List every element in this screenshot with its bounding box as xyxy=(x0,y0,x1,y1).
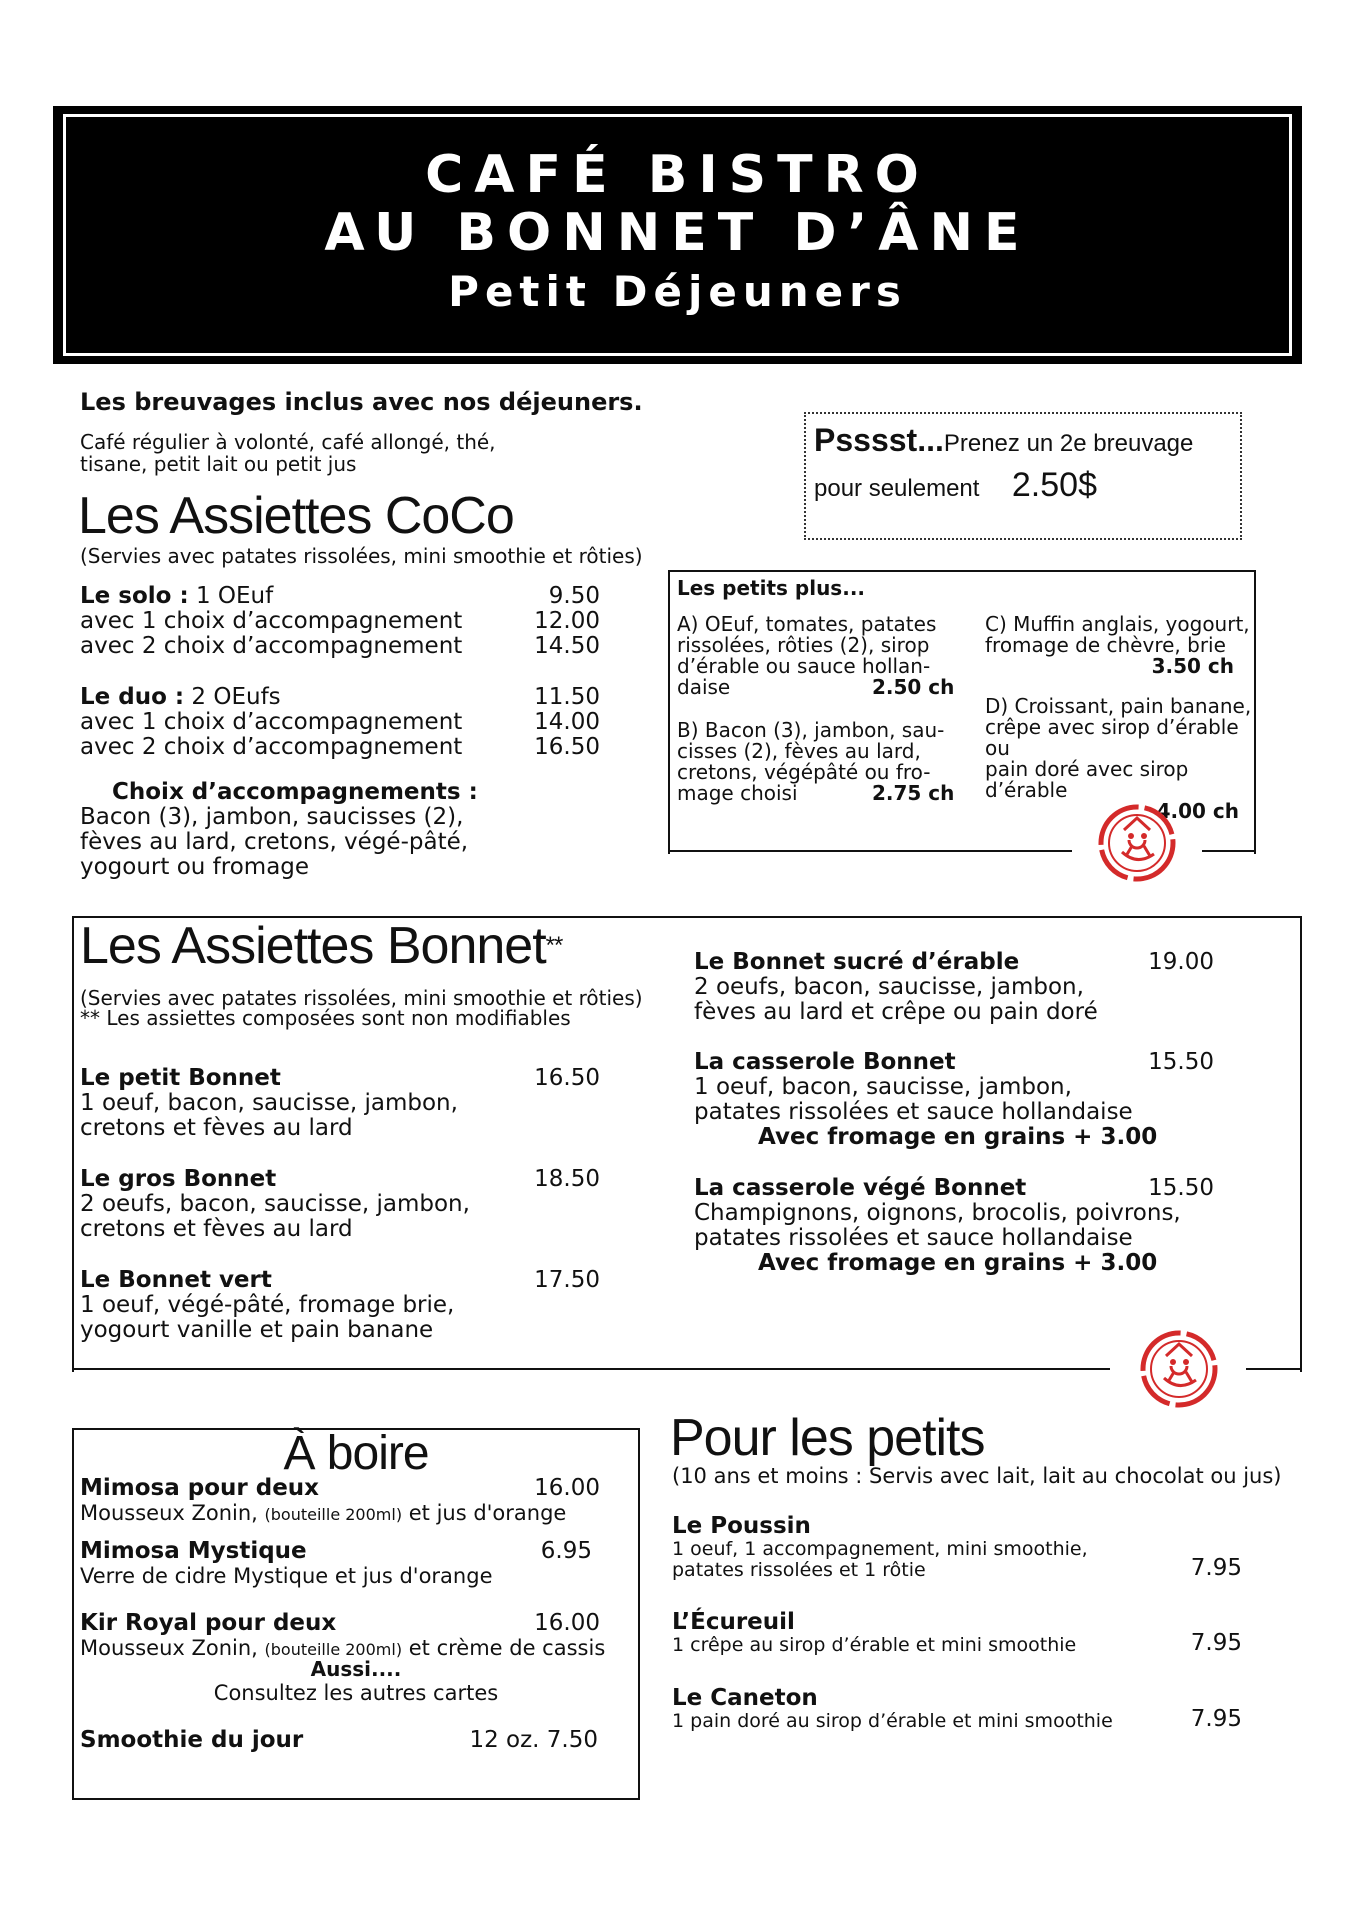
extras-d-line2: crêpe avec sirop d’érable ou xyxy=(985,715,1239,760)
drink-item-name: Kir Royal pour deux xyxy=(80,1610,337,1636)
solo-desc: 1 OEuf xyxy=(188,583,274,609)
drink-smoothie xyxy=(80,1728,598,1753)
header-subtitle: Petit Déjeuners xyxy=(448,267,907,316)
bonnet-item xyxy=(694,1176,1214,1276)
extras-b-line4: mage choisi xyxy=(677,781,798,805)
kids-item-price: 7.95 xyxy=(1190,1706,1242,1732)
bonnet-item-name: Le petit Bonnet xyxy=(80,1065,281,1091)
duo-price2: 16.50 xyxy=(534,734,600,760)
kids-item-line1: 1 crêpe au sirop d’érable et mini smoothie xyxy=(672,1634,1077,1656)
kids-item-name: Le Poussin xyxy=(672,1513,811,1539)
bonnet-item-price: 18.50 xyxy=(534,1166,600,1192)
extras-d-price: 4.00 ch xyxy=(1156,799,1239,823)
bonnet-item-price: 15.50 xyxy=(1148,1049,1214,1075)
smoothie-price: 12 oz. 7.50 xyxy=(469,1727,598,1753)
extras-d-line3: pain doré avec sirop d’érable xyxy=(985,757,1189,802)
kids-item xyxy=(672,1610,1242,1656)
extras-b-line2: cisses (2), fèves au lard, xyxy=(677,739,921,763)
drink-item xyxy=(80,1610,606,1662)
extras-a xyxy=(677,614,957,698)
menu-header xyxy=(53,106,1302,364)
kids-item-line2: patates rissolées et 1 rôtie xyxy=(672,1559,926,1581)
bonnet-item xyxy=(80,1167,600,1242)
kids-item-line1: 1 pain doré au sirop d’érable et mini smoothie xyxy=(672,1710,1113,1732)
drinks-aussi: Aussi.... xyxy=(310,1657,402,1681)
drink-item-name: Mimosa pour deux xyxy=(80,1475,320,1501)
bonnet-title xyxy=(80,918,562,974)
bonnet-note: ** Les assiettes composées sont non modifiables xyxy=(80,1006,571,1030)
drink-item-price: 16.00 xyxy=(534,1475,600,1501)
bonnet-item xyxy=(80,1268,600,1343)
bonnet-item-name: Le Bonnet vert xyxy=(80,1267,272,1293)
bonnet-item-line1: 1 oeuf, bacon, saucisse, jambon, xyxy=(694,1074,1072,1100)
drink-item-price: 16.00 xyxy=(534,1610,600,1636)
bonnet-bottom-right-rule xyxy=(1246,1368,1300,1370)
duo-opt2: avec 2 choix d’accompagnement xyxy=(80,734,463,760)
drink-item-price: 6.95 xyxy=(540,1538,592,1564)
drink-item-desc-a: Mousseux Zonin, xyxy=(80,1636,265,1660)
header-frame xyxy=(63,114,1292,356)
solo-price2: 14.50 xyxy=(534,633,600,659)
bonnet-item-line2: patates rissolées et sauce hollandaise xyxy=(694,1099,1133,1125)
smoothie-name: Smoothie du jour xyxy=(80,1727,304,1753)
donkey-stamp-icon xyxy=(1136,1326,1222,1412)
donkey-stamp-icon xyxy=(1094,800,1180,886)
extras-a-price: 2.50 ch xyxy=(872,675,955,699)
extras-a-line2: rissolées, rôties (2), sirop xyxy=(677,633,930,657)
bonnet-item xyxy=(694,950,1214,1025)
bonnet-bottom-left-rule xyxy=(72,1368,1110,1370)
bonnet-item-line2: cretons et fèves au lard xyxy=(80,1216,353,1242)
extras-c xyxy=(985,614,1250,677)
choices-line2: fèves au lard, cretons, végé-pâté, xyxy=(80,829,469,855)
extras-d-line1: D) Croissant, pain banane, xyxy=(985,694,1252,718)
bonnet-item-name: La casserole végé Bonnet xyxy=(694,1175,1027,1201)
extras-c-line2: fromage de chèvre, brie xyxy=(985,633,1226,657)
solo-price: 9.50 xyxy=(548,583,600,609)
bonnet-item-line2: yogourt vanille et pain banane xyxy=(80,1317,434,1343)
drink-item-desc-a: Mousseux Zonin, xyxy=(80,1501,265,1525)
bonnet-item xyxy=(80,1066,600,1141)
kids-item-line1: 1 oeuf, 1 accompagnement, mini smoothie, xyxy=(672,1538,1088,1560)
duo-price: 11.50 xyxy=(534,684,600,710)
header-title-line1: CAFÉ BISTRO xyxy=(425,145,930,205)
solo-opt1: avec 1 choix d’accompagnement xyxy=(80,608,463,634)
kids-item-price: 7.95 xyxy=(1190,1555,1242,1581)
bonnet-item-line1: 1 oeuf, bacon, saucisse, jambon, xyxy=(80,1090,458,1116)
extras-b-line1: B) Bacon (3), jambon, sau- xyxy=(677,718,945,742)
beverages-line2: tisane, petit lait ou petit jus xyxy=(80,452,357,476)
duo-name: Le duo : xyxy=(80,684,185,710)
drinks-consult: Consultez les autres cartes xyxy=(213,1681,499,1705)
duo-desc: 2 OEufs xyxy=(184,684,281,710)
promo-line2: pour seulement xyxy=(814,475,980,502)
extras-bottom-right-rule xyxy=(1202,850,1254,852)
kids-item xyxy=(672,1514,1242,1581)
solo-name: Le solo : xyxy=(80,583,189,609)
kids-subtitle: (10 ans et moins : Servis avec lait, lait au chocolat ou jus) xyxy=(672,1464,1282,1488)
bonnet-item-extra: Avec fromage en grains + 3.00 xyxy=(758,1250,1158,1276)
kids-title: Pour les petits xyxy=(670,1409,985,1467)
coco-duo xyxy=(80,685,600,760)
drink-item xyxy=(80,1476,600,1527)
drinks-title: À boire xyxy=(283,1427,429,1480)
promo-price: 2.50$ xyxy=(1011,466,1097,504)
bonnet-item-line2: patates rissolées et sauce hollandaise xyxy=(694,1225,1133,1251)
extras-a-line1: A) OEuf, tomates, patates xyxy=(677,612,937,636)
bonnet-item-price: 19.00 xyxy=(1148,949,1214,975)
bonnet-title-text: Les Assiettes Bonnet xyxy=(80,917,546,975)
bonnet-item-line2: cretons et fèves au lard xyxy=(80,1115,353,1141)
drink-item xyxy=(80,1539,592,1589)
bonnet-item-line1: 1 oeuf, végé-pâté, fromage brie, xyxy=(80,1292,455,1318)
beverages-title: Les breuvages inclus avec nos déjeuners. xyxy=(80,388,643,416)
extras-a-line4: daise xyxy=(677,675,731,699)
drink-item-desc-b: et jus d'orange xyxy=(402,1501,567,1525)
promo-box xyxy=(804,412,1242,540)
bonnet-item-name: Le gros Bonnet xyxy=(80,1166,277,1192)
beverages-line1: Café régulier à volonté, café allongé, thé, xyxy=(80,430,496,454)
bonnet-item-name: Le Bonnet sucré d’érable xyxy=(694,949,1020,975)
bonnet-item-name: La casserole Bonnet xyxy=(694,1049,956,1075)
bonnet-item xyxy=(694,1050,1214,1150)
header-title-line2: AU BONNET D’ÂNE xyxy=(324,203,1031,263)
bonnet-item-line1: Champignons, oignons, brocolis, poivrons, xyxy=(694,1200,1181,1226)
kids-item-name: L’Écureuil xyxy=(672,1609,795,1635)
bonnet-item-price: 16.50 xyxy=(534,1065,600,1091)
choices-line3: yogourt ou fromage xyxy=(80,854,310,880)
kids-item xyxy=(672,1686,1242,1732)
drink-item-desc: Verre de cidre Mystique et jus d'orange xyxy=(80,1564,493,1588)
choices-title: Choix d’accompagnements : xyxy=(112,779,478,805)
drink-item-desc-small: (bouteille 200ml) xyxy=(264,1505,403,1524)
solo-price1: 12.00 xyxy=(534,608,600,634)
choices-line1: Bacon (3), jambon, saucisses (2), xyxy=(80,804,464,830)
promo-lead: Psssst... xyxy=(814,422,944,458)
solo-opt2: avec 2 choix d’accompagnement xyxy=(80,633,463,659)
bonnet-item-extra: Avec fromage en grains + 3.00 xyxy=(758,1124,1158,1150)
coco-title: Les Assiettes CoCo xyxy=(78,487,514,545)
extras-a-line3: d’érable ou sauce hollan- xyxy=(677,654,931,678)
extras-c-line1: C) Muffin anglais, yogourt, xyxy=(985,612,1250,636)
kids-item-price: 7.95 xyxy=(1190,1630,1242,1656)
bonnet-title-mark: ** xyxy=(545,932,563,959)
coco-subtitle: (Servies avec patates rissolées, mini smoothie et rôties) xyxy=(80,544,643,568)
kids-item-name: Le Caneton xyxy=(672,1685,818,1711)
bonnet-item-line1: 2 oeufs, bacon, saucisse, jambon, xyxy=(80,1191,470,1217)
bonnet-item-line1: 2 oeufs, bacon, saucisse, jambon, xyxy=(694,974,1084,1000)
promo-line1: Prenez un 2e breuvage xyxy=(943,430,1194,457)
coco-solo xyxy=(80,584,600,659)
extras-c-price: 3.50 ch xyxy=(1151,654,1234,678)
extras-bottom-left-rule xyxy=(668,850,1072,852)
extras-b xyxy=(677,720,957,804)
bonnet-item-price: 17.50 xyxy=(534,1267,600,1293)
extras-b-price: 2.75 ch xyxy=(872,781,955,805)
duo-opt1: avec 1 choix d’accompagnement xyxy=(80,709,463,735)
drink-item-desc-b: et crème de cassis xyxy=(402,1636,606,1660)
drink-item-desc-small: (bouteille 200ml) xyxy=(264,1640,403,1659)
bonnet-subtitle: (Servies avec patates rissolées, mini smoothie et rôties) xyxy=(80,986,643,1010)
duo-price1: 14.00 xyxy=(534,709,600,735)
extras-b-line3: cretons, végépâté ou fro- xyxy=(677,760,931,784)
drink-item-name: Mimosa Mystique xyxy=(80,1538,307,1564)
bonnet-item-price: 15.50 xyxy=(1148,1175,1214,1201)
bonnet-item-line2: fèves au lard et crêpe ou pain doré xyxy=(694,999,1098,1025)
extras-title: Les petits plus... xyxy=(677,576,866,600)
